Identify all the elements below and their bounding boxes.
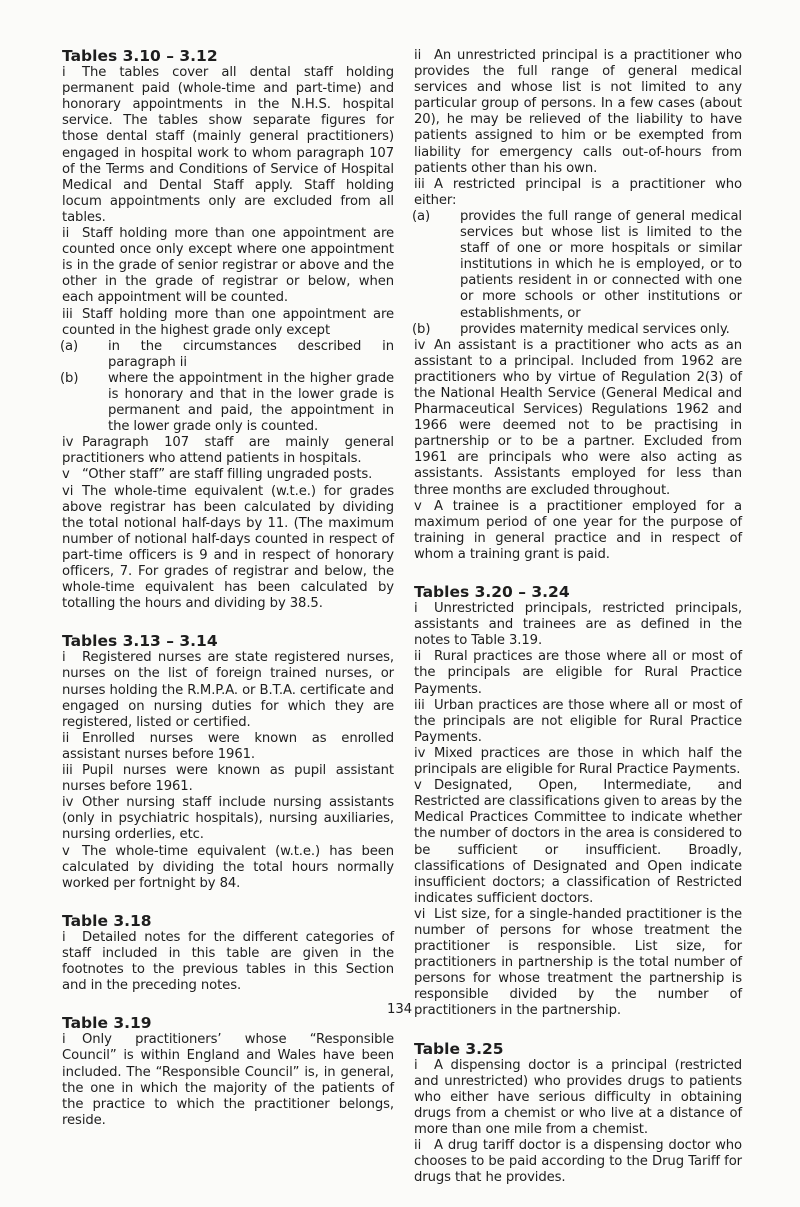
item-text: List size, for a single-handed practitioner is the number of persons for whose treatment the practitioner is responsible. List size, for practitioners in partnership is the total number of persons for whose treatment the partnership is responsible divided by the number of practitioners in the partnership. [414,906,742,1019]
item-number: i [414,601,418,617]
notes-section [62,913,394,994]
item-text: A drug tariff doctor is a dispensing doctor who chooses to be paid according to the Drug Tariff for drugs that he provides. [414,1138,742,1186]
item-text: A dispensing doctor is a principal (restricted and unrestricted) who provides drugs to patients who either have serious difficulty in obtaining drugs from a chemist or who live at a distance of more than one mile from a chemist. [414,1057,742,1137]
item-number: iii [62,306,73,322]
note-item [62,307,394,339]
item-text: Urban practices are those where all or most of the principals are not eligible for Rural Practice Payments. [414,697,742,745]
item-text: An unrestricted principal is a practitioner who provides the full range of general medical services and whose list is not limited to any particular group of persons. In a few cases (about 20), he may be relieved of the liability to have patients assigned to him or be exempted from liability for emergency calls out-of-hours from patients other than his own. [414,48,742,176]
note-item [414,649,742,697]
item-number: ii [414,1138,422,1154]
item-number: i [62,65,66,81]
right-column [414,48,742,1207]
item-text: “Other staff” are staff filling ungraded posts. [82,467,373,483]
notes-section [62,1015,394,1129]
note-item [62,65,394,226]
item-text: The whole-time equivalent (w.t.e.) for grades above registrar has been calculated by dividing the total notional half-days by 11. (The maximum number of notional half-days counted in respect of part-time officers is 9 and in respect of honorary officers, 7. For grades of registrar and below, the whole-time equivalent has been calculated by totalling the hours and dividing by 38.5. [62,483,394,612]
notes-section [414,48,742,563]
note-item [62,226,394,306]
section-heading: Tables 3.20 – 3.24 [414,583,570,601]
note-subitem [412,321,742,338]
item-text: Detailed notes for the different categories of staff included in this table are given in the footnotes to the previous tables in this Section and in the preceding notes. [62,929,394,994]
section-heading: Table 3.19 [62,1014,152,1033]
item-number: (a) [412,208,431,224]
item-text: Rural practices are those where all or most of the principals are eligible for Rural Practice Payments. [414,649,742,697]
item-text: in the circumstances described in paragraph ii [108,338,394,370]
item-number: i [62,1032,66,1048]
page-number: 134 [387,1002,413,1017]
item-number: v [414,778,422,794]
item-number: i [62,929,66,945]
item-number: iv [414,337,426,353]
section-heading: Table 3.18 [62,911,152,930]
item-text: Pupil nurses were known as pupil assistant nurses before 1961. [62,763,394,795]
item-text: The tables cover all dental staff holding permanent paid (whole-time and part-time) and honorary appointments in the N.H.S. hospital service. The tables show separate figures for those dental staff (mainly general practitioners) engaged in hospital work to whom paragraph 107 of the Terms and Conditions of Service of Hospital Medical and Dental Staff apply. Staff holding locum appointments only are excluded from all tables. [62,65,394,225]
left-column [62,48,394,1150]
note-item [62,763,394,795]
note-item [62,484,394,613]
item-text: Only practitioners’ whose “Responsible Council” is within England and Wales have been included. The “Responsible Council” is, in general, the one in which the majority of the patients of the practice to which the practitioner belongs, reside. [62,1032,394,1128]
item-number: v [62,467,70,483]
note-item [62,467,394,483]
section-heading: Tables 3.13 – 3.14 [62,632,218,651]
item-number: ii [414,649,422,665]
item-text: An assistant is a practitioner who acts as an assistant to a principal. Included from 1962 are practitioners who by virtue of Regulation 2(3) of the National Health Service (General Medical and Pharmaceutical Services) Regulations 1962 and 1966 were deemed not to be practising in partnership or to be a partner. Excluded from 1961 are principals who were also acting as assistants. Assistants employed for less than three months are excluded throughout. [414,337,742,498]
item-number: v [62,843,70,859]
note-item [414,1058,742,1138]
note-subitem [412,208,742,322]
item-number: vi [414,906,426,922]
item-number: ii [62,730,70,746]
note-item [62,435,394,467]
notes-section [414,584,742,1020]
item-text: provides the full range of general medical services but whose list is limited to the staff of one or more hospitals or similar institutions in which he is employed, or to patients resident in or connected with one or more schools or other institutions or establishments, or [460,208,742,321]
section-heading: Table 3.25 [414,1039,504,1058]
notes-section [62,48,394,612]
item-text: The whole-time equivalent (w.t.e.) has been calculated by dividing the total hours normally worked per fortnight by 84. [62,843,394,891]
item-number: (b) [412,321,431,337]
note-item [62,650,394,730]
note-item [414,499,742,563]
item-number: i [62,650,66,666]
item-number: iv [414,745,426,761]
item-text: Unrestricted principals, restricted principals, assistants and trainees are as defined in the notes to Table 3.19. [414,601,742,649]
item-text: A trainee is a practitioner employed for a maximum period of one year for the purpose of training in general practice and in respect of whom a training grant is paid. [414,498,742,562]
item-text: where the appointment in the higher grade is honorary and that in the lower grade is permanent and paid, the appointment in the lower grade only is counted. [108,370,394,435]
note-item [414,778,742,907]
item-text: Designated, Open, Intermediate, and Restricted are classifications given to areas by the Medical Practices Committee to indicate whether the number of doctors in the area is considered to be sufficient or insufficient. Broadly, classifications of Designated and Open indicate insufficient doctors; a classification of Restricted indicates sufficient doctors. [414,778,743,906]
notes-section [414,1041,742,1187]
item-text: Paragraph 107 staff are mainly general practitioners who attend patients in hospitals. [62,435,394,467]
item-number: ii [414,48,422,63]
item-text: provides maternity medical services only. [460,321,730,337]
item-number: iii [62,763,73,779]
item-text: Staff holding more than one appointment are counted once only except where one appointment is in the grade of senior registrar or above and the other in the grade of registrar or below, when each appointment will be counted. [62,226,394,306]
note-item [414,338,742,499]
note-item [414,907,742,1020]
note-item [62,795,394,843]
item-number: vi [62,483,74,499]
item-number: i [414,1057,418,1073]
item-number: (b) [60,370,79,386]
note-item [62,930,394,994]
note-item [414,1138,742,1186]
item-number: v [414,498,422,514]
item-number: (a) [60,338,79,354]
note-item [414,746,742,778]
note-item [62,731,394,763]
note-item [62,844,394,892]
item-number: iv [62,435,74,451]
item-text: Mixed practices are those in which half the principals are eligible for Rural Practice Payments. [414,745,742,778]
note-subitem [60,370,394,435]
note-item [414,177,742,209]
item-text: Other nursing staff include nursing assistants (only in psychiatric hospitals), nursing auxiliaries, nursing orderlies, etc. [62,795,394,843]
note-item [62,1032,394,1129]
item-text: A restricted principal is a practitioner who either: [414,176,742,208]
item-number: iv [62,795,74,811]
section-heading: Tables 3.10 – 3.12 [62,47,218,65]
note-subitem [60,338,394,371]
note-item [414,48,742,177]
item-number: iii [414,697,425,713]
item-text: Staff holding more than one appointment are counted in the highest grade only except [62,306,394,338]
item-text: Enrolled nurses were known as enrolled assistant nurses before 1961. [62,730,394,762]
note-item [414,698,742,746]
item-text: Registered nurses are state registered nurses, nurses on the list of foreign trained nurses, or nurses holding the R.M.P.A. or B.T.A. certificate and engaged on nursing duties for which they are registered, listed or certified. [62,650,394,730]
notes-section [62,633,394,892]
note-item [414,601,742,649]
item-number: iii [414,176,425,192]
item-number: ii [62,226,70,242]
